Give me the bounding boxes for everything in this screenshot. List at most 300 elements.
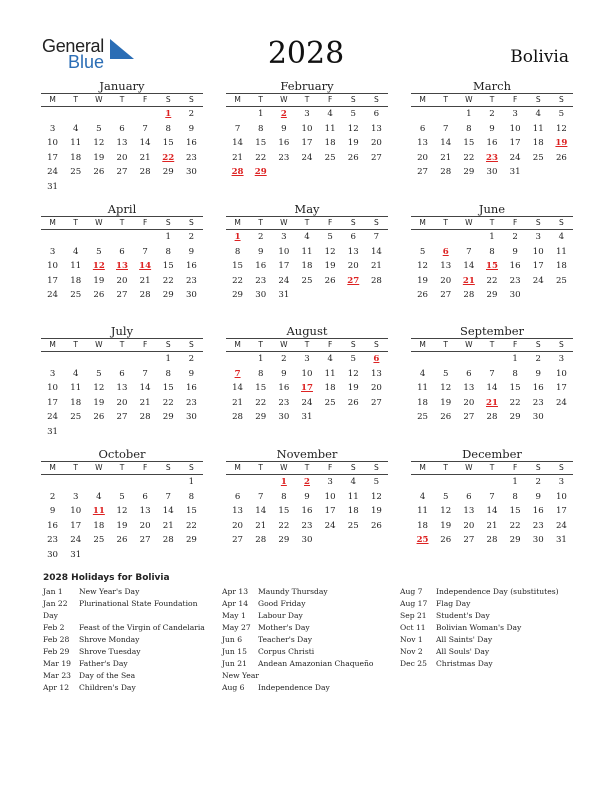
day-cell: 1 — [512, 354, 518, 364]
day-cell: 4 — [350, 477, 356, 487]
weekday-label: T — [489, 95, 495, 104]
holiday-day-cell: 6 — [442, 246, 449, 257]
weekday-label: T — [258, 218, 263, 227]
holiday-column — [43, 586, 213, 694]
day-cell: 10 — [301, 123, 313, 134]
day-cell: 2 — [188, 109, 195, 119]
empty-cell — [134, 230, 157, 245]
day-cell: 18 — [324, 138, 336, 149]
day-cell: 15 — [509, 383, 521, 394]
holiday-day-cell: 11 — [92, 506, 105, 517]
day-cell: 9 — [281, 368, 287, 379]
day-cell: 29 — [278, 535, 290, 546]
month-august — [226, 324, 388, 425]
holiday-date: Apr 14 — [222, 599, 249, 609]
day-cell: 4 — [419, 368, 426, 379]
month-title: May — [294, 202, 320, 216]
weekday-label: W — [465, 95, 473, 104]
empty-cell — [41, 475, 64, 490]
day-cell: 7 — [466, 246, 472, 257]
holiday-date: Apr 12 — [43, 683, 70, 693]
holiday-item — [222, 682, 392, 694]
day-cell: 8 — [466, 123, 472, 134]
weekday-label: S — [374, 463, 379, 472]
weekday-label: S — [559, 463, 564, 472]
holiday-name: Feast of the Virgin of Candelaria — [79, 623, 205, 633]
day-grid — [411, 352, 573, 425]
day-cell: 9 — [281, 123, 287, 134]
day-cell: 2 — [257, 232, 264, 242]
day-cell: 3 — [304, 109, 310, 119]
holiday-day-cell: 1 — [165, 109, 172, 119]
day-cell: 20 — [116, 275, 128, 286]
day-cell: 13 — [139, 506, 151, 517]
day-cell: 4 — [96, 491, 102, 502]
empty-cell — [110, 352, 133, 367]
weekday-label: T — [443, 218, 448, 227]
month-title: October — [98, 447, 146, 461]
weekday-label: S — [189, 340, 194, 349]
day-cell: 1 — [257, 109, 264, 119]
day-cell: 10 — [555, 491, 567, 502]
day-cell: 23 — [532, 520, 544, 531]
day-cell: 7 — [234, 123, 241, 134]
day-cell: 30 — [278, 412, 290, 423]
day-cell: 9 — [304, 491, 310, 502]
day-cell: 19 — [324, 261, 336, 272]
day-cell: 11 — [70, 261, 82, 272]
day-cell: 18 — [347, 506, 359, 517]
day-cell: 20 — [116, 397, 128, 408]
weekday-header — [41, 93, 203, 107]
holiday-day-cell: 6 — [373, 354, 380, 364]
holiday-date: Feb 29 — [43, 647, 70, 657]
day-cell: 29 — [486, 290, 498, 301]
month-title: January — [99, 79, 145, 93]
holiday-date: Feb 2 — [43, 623, 65, 633]
day-cell: 19 — [93, 275, 105, 286]
day-cell: 3 — [304, 354, 310, 364]
day-cell: 4 — [72, 123, 79, 134]
weekday-label: S — [535, 340, 541, 349]
day-cell: 10 — [47, 138, 59, 149]
day-cell: 26 — [440, 535, 452, 546]
day-cell: 5 — [419, 246, 426, 257]
day-cell: 20 — [463, 520, 475, 531]
day-cell: 9 — [49, 506, 56, 517]
weekday-header — [41, 338, 203, 352]
weekday-label: W — [280, 340, 288, 349]
month-title: April — [107, 202, 137, 216]
empty-cell — [457, 230, 480, 245]
day-cell: 3 — [558, 477, 565, 487]
country-name: Bolivia — [510, 47, 569, 67]
empty-cell — [434, 352, 457, 367]
month-december — [411, 447, 573, 548]
holiday-day-cell: 25 — [416, 535, 429, 546]
day-cell: 17 — [278, 261, 290, 272]
day-cell: 31 — [70, 549, 82, 560]
day-cell: 6 — [373, 109, 380, 119]
weekday-label: F — [142, 218, 148, 227]
day-cell: 23 — [185, 275, 197, 286]
day-cell: 16 — [185, 383, 197, 394]
weekday-label: S — [189, 218, 194, 227]
day-cell: 25 — [70, 290, 82, 301]
day-cell: 21 — [255, 520, 267, 531]
day-cell: 22 — [509, 520, 521, 531]
holiday-name: Independence Day — [258, 683, 330, 693]
day-cell: 25 — [417, 412, 429, 423]
day-cell: 15 — [162, 383, 174, 394]
day-cell: 30 — [509, 290, 521, 301]
day-cell: 28 — [370, 275, 382, 286]
day-cell: 28 — [162, 535, 174, 546]
day-cell: 5 — [96, 368, 102, 379]
day-cell: 28 — [440, 167, 452, 178]
day-cell: 4 — [327, 354, 333, 364]
holiday-name: Independence Day (substitutes) — [436, 587, 559, 596]
day-cell: 29 — [185, 535, 197, 546]
weekday-label: M — [419, 218, 426, 227]
holiday-item — [222, 658, 392, 682]
day-cell: 23 — [255, 275, 267, 286]
empty-cell — [87, 475, 110, 490]
day-cell: 27 — [440, 290, 452, 301]
day-cell: 22 — [185, 520, 197, 531]
weekday-label: S — [350, 340, 356, 349]
day-cell: 6 — [234, 491, 241, 502]
day-cell: 18 — [324, 383, 336, 394]
day-cell: 6 — [142, 491, 148, 502]
empty-cell — [110, 230, 133, 245]
day-cell: 11 — [417, 383, 429, 394]
holiday-name: Andean Amazonian Chaqueño New Year — [222, 659, 374, 681]
holiday-name: Bolivian Woman's Day — [436, 623, 522, 633]
month-title: July — [110, 324, 134, 338]
day-cell: 23 — [532, 397, 544, 408]
day-grid — [226, 107, 388, 180]
weekday-label: T — [258, 95, 263, 104]
day-cell: 27 — [139, 535, 151, 546]
holiday-item — [400, 610, 570, 622]
day-cell: 31 — [47, 426, 59, 437]
day-cell: 17 — [70, 520, 82, 531]
month-title: November — [276, 447, 338, 461]
day-cell: 27 — [116, 167, 128, 178]
day-cell: 21 — [162, 520, 174, 531]
month-june — [411, 202, 573, 303]
day-cell: 14 — [486, 506, 498, 517]
day-cell: 2 — [535, 477, 541, 487]
empty-cell — [64, 475, 87, 490]
day-cell: 8 — [165, 368, 171, 379]
holiday-item — [43, 670, 213, 682]
day-cell: 10 — [47, 383, 59, 394]
logo-text-general: General — [42, 36, 104, 56]
day-cell: 18 — [532, 138, 544, 149]
day-cell: 10 — [301, 368, 313, 379]
day-cell: 21 — [139, 152, 151, 163]
day-cell: 28 — [486, 412, 498, 423]
day-cell: 16 — [509, 261, 521, 272]
weekday-label: W — [95, 95, 103, 104]
day-cell: 1 — [257, 354, 264, 364]
empty-cell — [110, 475, 133, 490]
day-cell: 31 — [47, 181, 59, 192]
day-cell: 6 — [119, 246, 125, 257]
day-cell: 14 — [463, 261, 475, 272]
weekday-label: F — [512, 340, 518, 349]
day-cell: 13 — [232, 506, 244, 517]
empty-cell — [134, 475, 157, 490]
empty-cell — [64, 230, 87, 245]
holiday-name: Children's Day — [79, 683, 136, 693]
holiday-item — [400, 586, 570, 598]
day-cell: 6 — [350, 232, 356, 242]
day-cell: 27 — [232, 535, 244, 546]
day-cell: 26 — [93, 290, 105, 301]
day-cell: 29 — [463, 167, 475, 178]
day-cell: 7 — [142, 123, 148, 134]
day-cell: 24 — [324, 520, 336, 531]
weekday-label: F — [327, 340, 333, 349]
day-cell: 7 — [442, 123, 449, 134]
weekday-header — [411, 216, 573, 230]
weekday-label: M — [49, 463, 56, 472]
holiday-column — [222, 586, 392, 694]
day-cell: 15 — [232, 261, 244, 272]
holiday-day-cell: 29 — [254, 167, 267, 178]
day-cell: 21 — [486, 520, 498, 531]
holiday-day-cell: 2 — [280, 109, 287, 119]
day-cell: 12 — [347, 368, 359, 379]
day-cell: 17 — [555, 506, 567, 517]
holiday-date: Nov 1 — [400, 635, 423, 645]
day-cell: 21 — [232, 152, 244, 163]
day-cell: 27 — [370, 152, 382, 163]
weekday-header — [41, 216, 203, 230]
day-cell: 16 — [532, 506, 544, 517]
day-cell: 12 — [440, 383, 452, 394]
day-cell: 30 — [532, 535, 544, 546]
holiday-name: Teacher's Day — [258, 635, 313, 645]
day-cell: 1 — [489, 232, 495, 242]
empty-cell — [110, 107, 133, 122]
day-cell: 11 — [70, 138, 82, 149]
day-cell: 6 — [466, 491, 472, 502]
holiday-name: Plurinational State Foundation Day — [43, 599, 198, 621]
day-cell: 2 — [188, 232, 195, 242]
day-cell: 17 — [555, 383, 567, 394]
day-cell: 13 — [370, 368, 382, 379]
empty-cell — [41, 107, 64, 122]
weekday-label: S — [374, 95, 379, 104]
day-cell: 22 — [162, 275, 174, 286]
day-cell: 10 — [324, 491, 336, 502]
day-cell: 11 — [301, 246, 313, 257]
day-cell: 15 — [255, 138, 267, 149]
day-cell: 5 — [373, 477, 380, 487]
day-cell: 8 — [257, 123, 264, 134]
weekday-label: M — [49, 95, 56, 104]
empty-cell — [157, 475, 180, 490]
weekday-label: F — [512, 463, 518, 472]
weekday-label: S — [374, 218, 379, 227]
month-september — [411, 324, 573, 425]
day-cell: 7 — [257, 491, 264, 502]
weekday-label: M — [419, 340, 426, 349]
day-cell: 4 — [304, 232, 310, 242]
day-cell: 16 — [301, 506, 313, 517]
weekday-label: S — [165, 463, 171, 472]
day-cell: 21 — [440, 152, 452, 163]
day-cell: 18 — [417, 520, 429, 531]
day-cell: 10 — [509, 123, 521, 134]
day-cell: 2 — [281, 354, 287, 364]
weekday-label: F — [142, 463, 148, 472]
day-cell: 14 — [486, 383, 498, 394]
holiday-date: Sep 21 — [400, 611, 427, 621]
weekday-label: M — [234, 95, 241, 104]
day-cell: 9 — [188, 246, 195, 257]
day-cell: 22 — [278, 520, 290, 531]
day-cell: 11 — [324, 368, 336, 379]
day-cell: 13 — [370, 123, 382, 134]
holiday-date: Jun 21 — [222, 659, 247, 669]
weekday-header — [411, 461, 573, 475]
weekday-label: M — [234, 340, 241, 349]
day-cell: 8 — [234, 246, 241, 257]
weekday-label: T — [73, 340, 78, 349]
weekday-label: M — [419, 463, 426, 472]
day-cell: 29 — [162, 290, 174, 301]
day-cell: 28 — [139, 290, 151, 301]
day-cell: 4 — [419, 491, 426, 502]
weekday-label: S — [559, 95, 564, 104]
day-cell: 28 — [139, 167, 151, 178]
holiday-day-cell: 15 — [486, 261, 498, 272]
weekday-label: S — [559, 218, 564, 227]
day-cell: 20 — [440, 275, 452, 286]
holiday-day-cell: 17 — [301, 383, 313, 394]
day-cell: 27 — [370, 397, 382, 408]
day-cell: 10 — [555, 368, 567, 379]
day-cell: 21 — [139, 397, 151, 408]
day-cell: 15 — [162, 261, 174, 272]
day-cell: 17 — [47, 275, 59, 286]
weekday-label: T — [304, 218, 310, 227]
holiday-date: Aug 7 — [400, 587, 423, 596]
day-cell: 11 — [347, 491, 359, 502]
empty-cell — [87, 230, 110, 245]
day-grid — [41, 475, 203, 563]
day-cell: 8 — [165, 246, 171, 257]
day-cell: 19 — [370, 506, 382, 517]
month-november — [226, 447, 388, 548]
holiday-day-cell: 22 — [162, 152, 175, 163]
day-cell: 15 — [255, 383, 267, 394]
weekday-label: T — [489, 340, 495, 349]
day-cell: 5 — [96, 246, 102, 257]
day-cell: 6 — [119, 123, 125, 134]
day-cell: 25 — [324, 152, 336, 163]
month-january — [41, 79, 203, 195]
weekday-label: S — [189, 95, 194, 104]
day-cell: 5 — [442, 491, 449, 502]
holiday-day-cell: 1 — [234, 232, 241, 242]
month-march — [411, 79, 573, 180]
day-grid — [41, 107, 203, 195]
day-cell: 15 — [185, 506, 197, 517]
holiday-item — [222, 634, 392, 646]
holiday-day-cell: 12 — [92, 261, 105, 272]
month-title: March — [473, 79, 511, 93]
weekday-header — [226, 93, 388, 107]
day-cell: 12 — [324, 246, 336, 257]
day-cell: 3 — [72, 491, 79, 502]
day-cell: 2 — [512, 232, 518, 242]
day-cell: 7 — [165, 491, 171, 502]
month-title: December — [462, 447, 522, 461]
day-cell: 31 — [509, 167, 521, 178]
day-cell: 28 — [486, 535, 498, 546]
weekday-label: T — [258, 340, 263, 349]
empty-cell — [87, 107, 110, 122]
day-cell: 1 — [512, 477, 518, 487]
holiday-name: Corpus Christi — [258, 647, 315, 657]
day-cell: 3 — [535, 232, 541, 242]
day-cell: 30 — [532, 412, 544, 423]
holiday-date: Apr 13 — [222, 587, 249, 596]
day-cell: 6 — [419, 123, 426, 134]
holiday-date: Aug 17 — [400, 599, 428, 609]
weekday-label: F — [142, 95, 148, 104]
day-cell: 3 — [49, 246, 56, 257]
day-cell: 15 — [278, 506, 290, 517]
day-cell: 26 — [370, 520, 382, 531]
day-cell: 27 — [463, 412, 475, 423]
weekday-label: S — [165, 340, 171, 349]
month-may — [226, 202, 388, 303]
holiday-day-cell: 21 — [486, 397, 498, 408]
holiday-name: Good Friday — [258, 599, 306, 609]
empty-cell — [64, 352, 87, 367]
holiday-item — [43, 586, 213, 598]
day-cell: 13 — [116, 383, 128, 394]
day-cell: 16 — [278, 138, 290, 149]
day-cell: 12 — [417, 261, 429, 272]
weekday-label: W — [95, 463, 103, 472]
holiday-item — [43, 682, 213, 694]
month-title: August — [286, 324, 328, 338]
day-cell: 22 — [509, 397, 521, 408]
day-cell: 8 — [281, 491, 287, 502]
day-cell: 20 — [417, 152, 429, 163]
day-cell: 22 — [232, 275, 244, 286]
day-cell: 19 — [440, 520, 452, 531]
day-cell: 14 — [255, 506, 267, 517]
day-cell: 19 — [93, 152, 105, 163]
holiday-day-cell: 27 — [347, 275, 360, 286]
day-cell: 12 — [347, 123, 359, 134]
day-cell: 12 — [116, 506, 128, 517]
day-cell: 20 — [116, 152, 128, 163]
day-cell: 19 — [347, 138, 359, 149]
holiday-column — [400, 586, 570, 670]
day-cell: 18 — [70, 275, 82, 286]
day-cell: 18 — [70, 152, 82, 163]
